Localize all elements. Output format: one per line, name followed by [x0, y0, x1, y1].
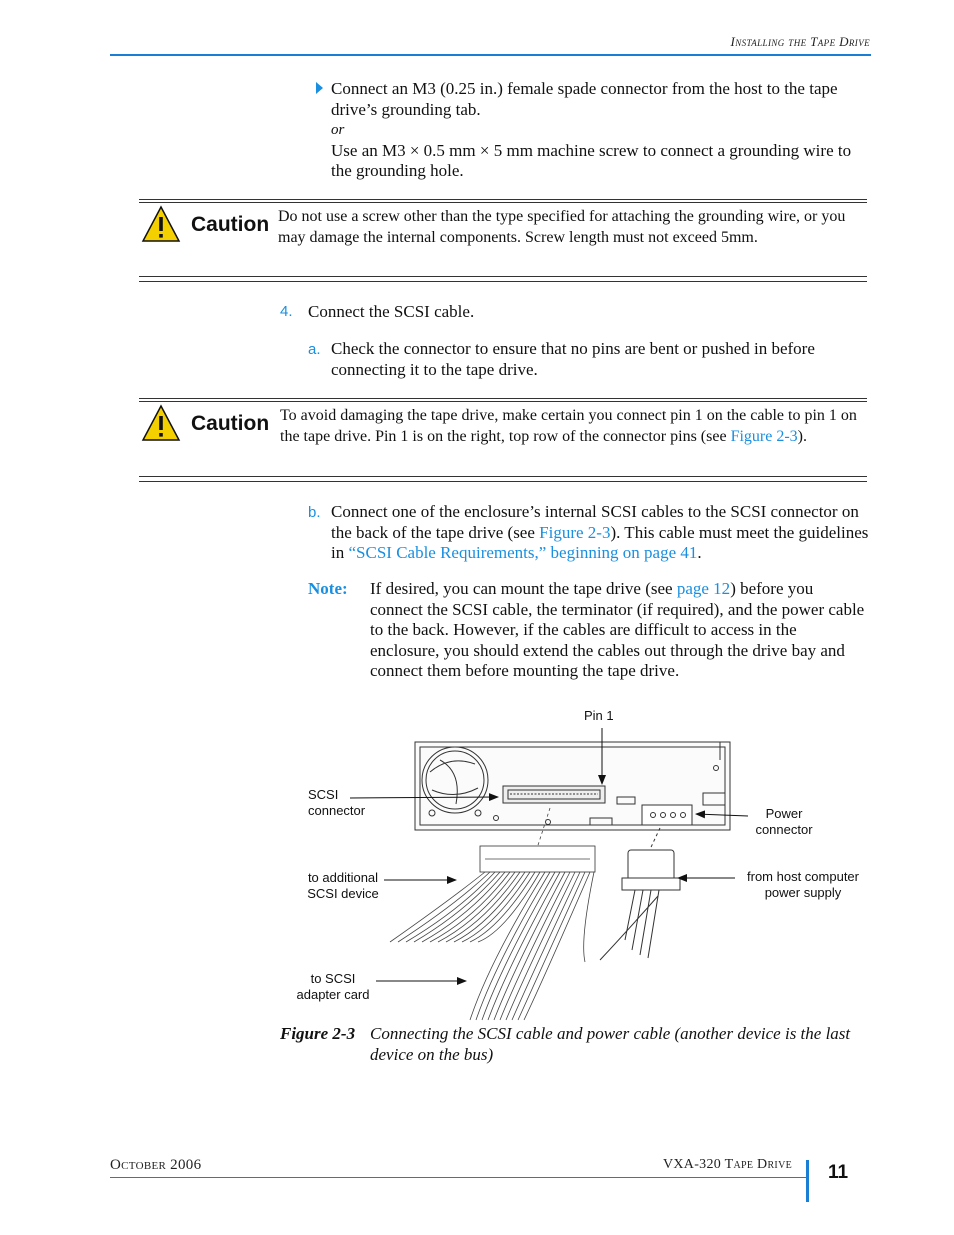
step4-number: 4. [280, 303, 293, 320]
running-header: Installing the Tape Drive [730, 34, 870, 49]
figure-2-3-link[interactable]: Figure 2-3 [539, 522, 611, 542]
power-connector-label-line1: Power [765, 806, 803, 821]
header-rule [110, 54, 871, 56]
additional-device-label-line1: to additional [307, 870, 379, 885]
adapter-card-label-line1: to SCSI [310, 971, 356, 986]
caution1-bottom-rule [139, 276, 867, 277]
note-text-before: If desired, you can mount the tape drive (see [370, 579, 677, 598]
caution2-text-after: ). [797, 427, 807, 445]
footer-date: October 2006 [110, 1157, 202, 1173]
caution1-top-rule-2 [139, 202, 867, 203]
pin1-label: Pin 1 [584, 708, 614, 723]
caution2-text-before: To avoid damaging the tape drive, make certain you connect pin 1 on the cable to pin 1 on the tape drive. Pin 1 is on the right, top row of the connector pins (see [280, 407, 857, 445]
power-connector-label [748, 806, 820, 838]
page-number: 11 [828, 1162, 849, 1183]
intro-bullet [331, 79, 871, 182]
step4-text: Connect the SCSI cable. [308, 302, 475, 321]
step4b-letter: b. [308, 504, 321, 521]
caution2-top-rule-2 [139, 401, 867, 402]
power-plug [600, 828, 680, 960]
host-power-label-line1: from host computer [747, 869, 859, 884]
additional-device-label [298, 870, 388, 902]
step4b-text-middle: ). This cable must meet the guidelines in [331, 522, 869, 562]
caution1-label: Caution [191, 213, 270, 236]
adapter-card-label-line2: adapter card [296, 987, 370, 1002]
step4a-text: Check the connector to ensure that no pins are bent or pushed in before connecting it to the tape drive. [331, 339, 815, 379]
footer-rule [110, 1177, 808, 1178]
caution2-top-rule [139, 398, 867, 399]
step4a-letter: a. [308, 341, 321, 358]
caution2-text [280, 406, 870, 447]
note-text [370, 579, 870, 682]
warning-triangle-icon [141, 205, 181, 243]
intro-alt-text: Use an M3 × 0.5 mm × 5 mm machine screw to connect a grounding wire to the grounding hole. [331, 140, 852, 180]
caution1-bottom-rule-2 [139, 281, 867, 282]
host-power-label-line2: power supply [764, 885, 842, 900]
scsi-connector-label-line1: SCSI [308, 787, 339, 802]
figure-caption-number: Figure 2-3 [280, 1024, 356, 1043]
caution1-text: Do not use a screw other than the type specified for attaching the grounding wire, or you may damage the internal components. Screw length must not exceed 5mm. [278, 208, 846, 246]
figure-2-3-link[interactable]: Figure 2-3 [730, 427, 798, 445]
warning-triangle-icon [141, 404, 181, 442]
scsi-cable-requirements-link[interactable]: “SCSI Cable Requirements,” beginning on page 41 [348, 543, 698, 562]
note-text-after: ) before you connect the SCSI cable, the terminator (if required), and the power cable to the back. However, if the cables are difficult to access in the enclosure, you should extend the cables out through the drive bay and connect them before mounting the tape drive. [370, 579, 865, 680]
caution2-bottom-rule-2 [139, 481, 867, 482]
power-connector-label-line2: connector [755, 822, 813, 837]
figure-caption-text: Connecting the SCSI cable and power cable (another device is the last device on the bus) [370, 1024, 851, 1064]
intro-bullet-text: Connect an M3 (0.25 in.) female spade connector from the host to the tape drive’s grounding tab. [331, 79, 838, 119]
host-power-label [738, 869, 868, 901]
additional-device-label-line2: SCSI device [307, 886, 379, 901]
step4b-text [331, 502, 871, 564]
step4b-text-after: . [697, 543, 702, 562]
intro-or: or [331, 122, 345, 138]
tape-drive-back-panel [415, 742, 730, 830]
footer-product: VXA-320 Tape Drive [662, 1157, 792, 1172]
page-number-bar [806, 1160, 809, 1202]
bullet-arrow-icon [316, 82, 323, 94]
scsi-connector-label [308, 787, 365, 819]
step4b-text-before: Connect one of the enclosure’s internal SCSI cables to the SCSI connector on the back of the tape drive (see [331, 502, 859, 542]
caution2-label: Caution [191, 412, 270, 435]
scsi-ribbon-cable [390, 808, 595, 1020]
caution1-top-rule [139, 199, 867, 200]
note-label: Note: [308, 579, 348, 598]
page-12-link[interactable]: page 12 [676, 579, 731, 598]
caution2-bottom-rule [139, 476, 867, 477]
scsi-connector-label-line2: connector [308, 803, 366, 818]
adapter-card-label [288, 971, 378, 1003]
